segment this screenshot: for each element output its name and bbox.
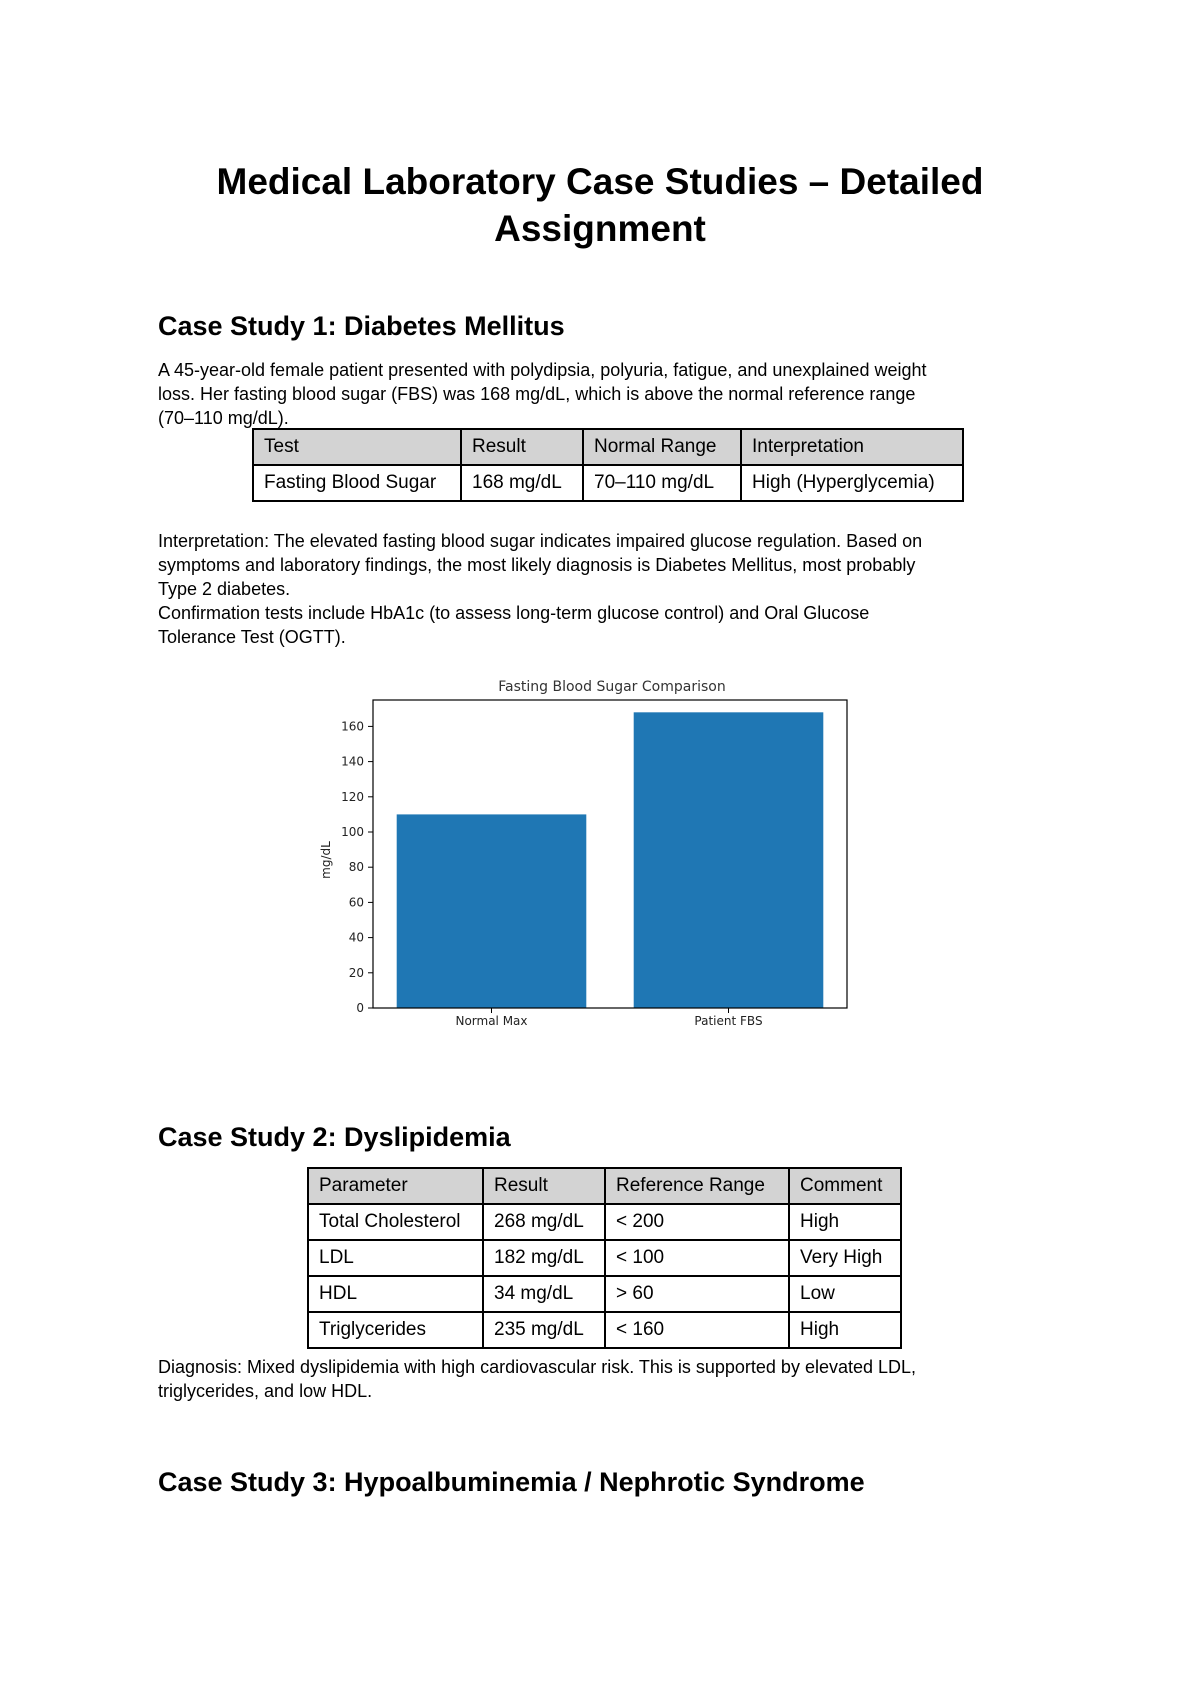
column-header: Comment	[789, 1168, 901, 1204]
title-line: Medical Laboratory Case Studies – Detailed	[216, 161, 984, 202]
table-cell: < 160	[605, 1312, 789, 1348]
column-header: Test	[253, 429, 461, 465]
table-header-row	[253, 429, 963, 465]
table-row	[308, 1204, 901, 1240]
chart-title: Fasting Blood Sugar Comparison	[498, 679, 726, 695]
text-line: Interpretation: The elevated fasting blood sugar indicates impaired glucose regulation. Based on	[158, 531, 923, 551]
column-header: Parameter	[308, 1168, 483, 1204]
table-cell: Triglycerides	[308, 1312, 483, 1348]
table-cell: 235 mg/dL	[483, 1312, 605, 1348]
y-tick-label: 60	[348, 895, 364, 910]
case2-diagnosis	[158, 1355, 1038, 1403]
table-cell: Total Cholesterol	[308, 1204, 483, 1240]
text-line: Type 2 diabetes.	[158, 579, 291, 599]
table-cell: 182 mg/dL	[483, 1240, 605, 1276]
case1-heading: Case Study 1: Diabetes Mellitus	[158, 311, 565, 341]
table-cell: < 100	[605, 1240, 789, 1276]
text-line: A 45-year-old female patient presented with polydipsia, polyuria, fatigue, and unexplained weight	[158, 360, 927, 380]
table-cell: 168 mg/dL	[461, 465, 583, 501]
table-header-row	[308, 1168, 901, 1204]
text-line: loss. Her fasting blood sugar (FBS) was 168 mg/dL, which is above the normal reference range	[158, 384, 916, 404]
text-line: triglycerides, and low HDL.	[158, 1381, 373, 1401]
y-tick-label: 140	[341, 754, 364, 769]
y-tick-label: 100	[341, 825, 364, 839]
y-tick-label: 120	[341, 789, 364, 804]
text-line: symptoms and laboratory findings, the most likely diagnosis is Diabetes Mellitus, most probably	[158, 555, 916, 575]
text-line: Confirmation tests include HbA1c (to assess long-term glucose control) and Oral Glucose	[158, 603, 870, 623]
x-tick-label: Normal Max	[455, 1014, 528, 1028]
y-tick-label: 20	[348, 965, 364, 980]
y-tick-label: 160	[341, 719, 364, 734]
table-row	[308, 1240, 901, 1276]
table-row	[253, 465, 963, 501]
table-cell: > 60	[605, 1276, 789, 1312]
text-line: Tolerance Test (OGTT).	[158, 627, 346, 647]
table-cell: Very High	[789, 1240, 901, 1276]
table-row	[308, 1312, 901, 1348]
table-cell: LDL	[308, 1240, 483, 1276]
text-line: Diagnosis: Mixed dyslipidemia with high cardiovascular risk. This is supported by elevated LDL,	[158, 1357, 917, 1377]
y-axis-ticks	[341, 719, 373, 1015]
chart-bars	[397, 712, 824, 1008]
column-header: Result	[461, 429, 583, 465]
table-cell: 268 mg/dL	[483, 1204, 605, 1240]
y-axis-label: mg/dL	[319, 841, 333, 879]
column-header: Reference Range	[605, 1168, 789, 1204]
table-row	[308, 1276, 901, 1312]
case1-interpretation	[158, 529, 1038, 649]
column-header: Result	[483, 1168, 605, 1204]
bar-patient-fbs	[634, 712, 824, 1008]
y-tick-label: 40	[348, 930, 364, 945]
x-axis-tick-labels	[455, 1008, 762, 1028]
case2-heading: Case Study 2: Dyslipidemia	[158, 1122, 511, 1152]
text-line: (70–110 mg/dL).	[158, 408, 289, 428]
case1-results-table	[252, 428, 964, 502]
title-line: Assignment	[494, 208, 706, 249]
table-cell: 70–110 mg/dL	[583, 465, 741, 501]
y-tick-label: 80	[348, 860, 364, 875]
table-cell: 34 mg/dL	[483, 1276, 605, 1312]
case3-heading: Case Study 3: Hypoalbuminemia / Nephrotic Syndrome	[158, 1467, 865, 1497]
table-cell: High (Hyperglycemia)	[741, 465, 963, 501]
table-cell: Fasting Blood Sugar	[253, 465, 461, 501]
table-cell: High	[789, 1312, 901, 1348]
x-tick-label: Patient FBS	[694, 1014, 763, 1028]
table-cell: Low	[789, 1276, 901, 1312]
case2-lipid-table	[307, 1167, 902, 1349]
column-header: Normal Range	[583, 429, 741, 465]
bar-normal-max	[397, 814, 587, 1008]
column-header: Interpretation	[741, 429, 963, 465]
table-cell: High	[789, 1204, 901, 1240]
fbs-bar-chart	[300, 670, 860, 1030]
table-cell: HDL	[308, 1276, 483, 1312]
y-tick-label: 0	[356, 1001, 364, 1015]
document-title	[150, 158, 1050, 252]
table-cell: < 200	[605, 1204, 789, 1240]
case1-intro	[158, 358, 1038, 430]
